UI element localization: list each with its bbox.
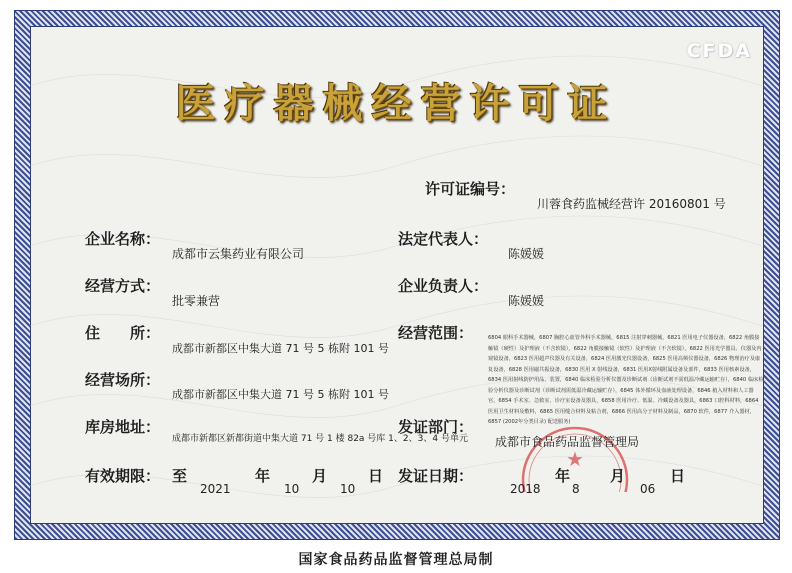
business-scope-label: 经营范围： — [398, 324, 474, 342]
legal-rep-label: 法定代表人： — [398, 230, 489, 248]
manager-label: 企业负责人： — [398, 277, 489, 295]
validity-label: 有效期限： — [85, 467, 161, 485]
warehouse-label: 库房地址： — [85, 418, 161, 436]
business-scope-value: 6804 眼科手术器械，6807 胸腔心血管外科手术器械，6815 注射穿刺器械，6821 医用电子仪器设备，6822 角膜接触镜（硬性）及护理液（不含软镜），6822 角膜接触镜（软性）及护理液（不含软镜），6822 医用光学器具、仪器及内窥镜设备，6823 医用超声仪器及有关设备，6824 医用激光仪器设备，6825 医用高频仪器设备，6826 物理治疗及康复设备，6828 医用磁共振设备，6830 医用 X 射线设备，6831 医用X射线附属设备及部件，6833 医用核素设备，6834 医用射线防护用品、装置，6840 临床检验分析仪器及诊断试剂（诊断试剂不需低温冷藏运输贮存），6840 临床检验分析仪器及诊断试剂（诊断试剂需低温冷藏运输贮存），6845 体外循环及血液处理设备，6846 植入材料和人工器官，6854 手术室、急救室、诊疗室设备及器具，6858 医用冷疗、低温、冷藏设备及器具，6863 口腔科材料，6864 医用卫生材料及敷料，6865 医用缝合材料及粘合剂，6866 医用高分子材料及制品，6870 软件，6877 介入器材，6857 (2002年分类目录) 配送服务) — [488, 335, 764, 425]
residence-value: 成都市新都区中集大道 71 号 5 栋附 101 号 — [172, 342, 389, 355]
business-mode-value: 批零兼营 — [172, 294, 221, 308]
validity-year: 2021 — [200, 482, 231, 496]
validity-month: 10 — [284, 482, 300, 496]
company-name-value: 成都市云集药业有限公司 — [172, 247, 305, 261]
issuer-value: 成都市食品药品监督管理局 — [495, 435, 640, 449]
certificate-title: 医疗器械经营许可证 — [175, 80, 617, 127]
residence-label: 住 所： — [85, 324, 161, 342]
svg-text:★: ★ — [566, 447, 584, 471]
issue-month-unit: 月 — [610, 467, 626, 485]
issuer-label: 发证部门： — [398, 418, 474, 436]
premises-value: 成都市新都区中集大道 71 号 5 栋附 101 号 — [172, 388, 389, 401]
issue-year-unit: 年 — [555, 467, 571, 485]
issue-month: 8 — [572, 482, 580, 496]
warehouse-value: 成都市新都区新都街道中集大道 71 号 1 楼 82a 号库 1、2、3、4 号单元 — [172, 434, 468, 444]
issue-day: 06 — [640, 482, 656, 496]
license-no-value: 川蓉食药监械经营许 20160801 号 — [537, 197, 726, 211]
issuing-authority-footer: 国家食品药品监督管理总局制 — [298, 552, 494, 568]
issue-date-label: 发证日期： — [398, 467, 474, 485]
cfda-watermark: CFDA — [686, 40, 752, 62]
premises-label: 经营场所： — [85, 371, 161, 389]
validity-to: 至 — [172, 467, 188, 485]
license-no-label: 许可证编号： — [425, 180, 516, 198]
issue-day-unit: 日 — [670, 467, 686, 485]
legal-rep-value: 陈媛媛 — [508, 247, 545, 261]
issue-year: 2018 — [510, 482, 541, 496]
validity-month-unit: 月 — [312, 467, 328, 485]
validity-year-unit: 年 — [255, 467, 271, 485]
business-mode-label: 经营方式： — [85, 277, 161, 295]
company-name-label: 企业名称： — [85, 230, 161, 248]
validity-day: 10 — [340, 482, 356, 496]
manager-value: 陈媛媛 — [508, 294, 545, 308]
validity-day-unit: 日 — [368, 467, 384, 485]
